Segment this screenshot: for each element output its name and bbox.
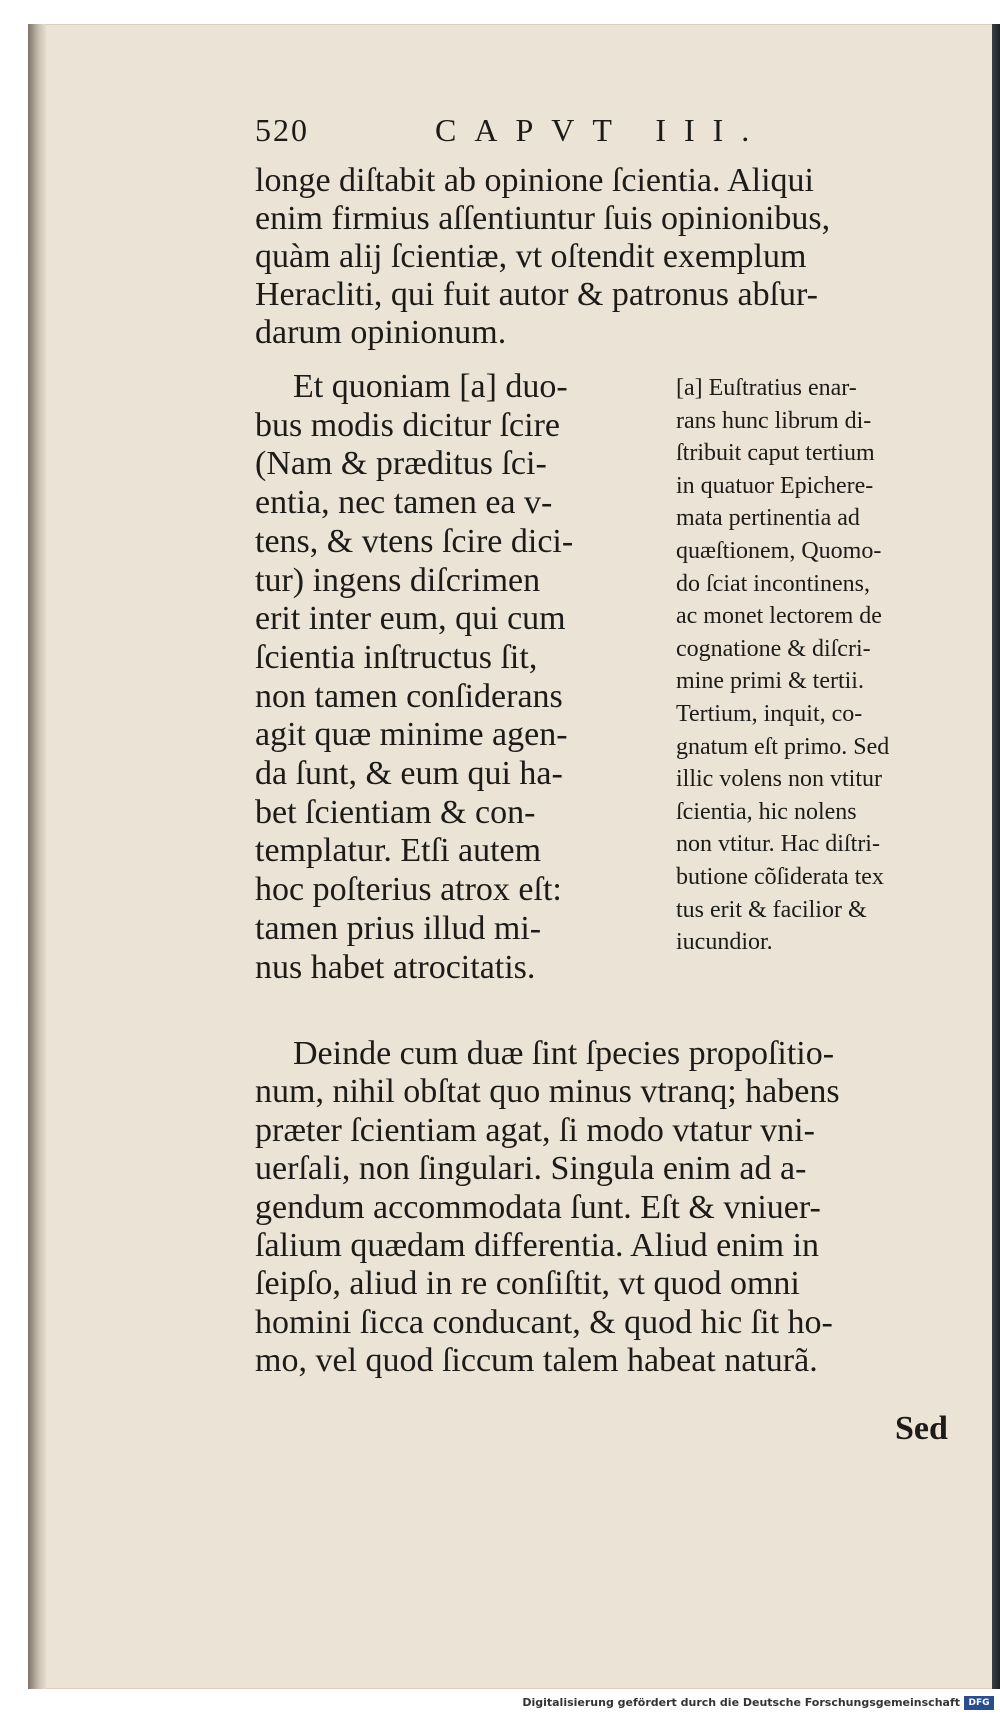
page-header (255, 112, 815, 152)
page-gutter-shadow (28, 24, 46, 1689)
funding-credit: Digitalisierung gefördert durch die Deutsche Forschungsgemeinschaft (522, 1696, 960, 1709)
note-line: ac monet lectorem de (676, 603, 882, 630)
note-line: mata pertinentia ad (676, 505, 860, 532)
page-number: 520 (255, 112, 309, 148)
text-line: ſalium quædam differentia. Aliud enim in (255, 1227, 820, 1265)
text-line: num, nihil obſtat quo minus vtranq; habens (255, 1073, 840, 1111)
marginal-note (676, 372, 966, 959)
text-line: Heracliti, qui fuit autor & patronus abſur- (255, 276, 818, 313)
text-line: bus modis dicitur ſcire (255, 406, 561, 444)
main-column (255, 368, 640, 987)
text-line: hoc poſterius atrox eſt: (255, 871, 562, 909)
digitization-footer (0, 1693, 1000, 1715)
note-line: tus erit & facilior & (676, 896, 867, 923)
note-line: rans hunc librum di- (676, 407, 872, 434)
text-line: non tamen conſiderans (255, 677, 563, 715)
text-line: mo, vel quod ſiccum talem habeat naturã. (255, 1342, 818, 1380)
text-line: (Nam & præditus ſci- (255, 445, 547, 483)
text-line: ſeipſo, aliud in re conſiſtit, vt quod omni (255, 1265, 800, 1303)
text-line: longe diſtabit ab opinione ſcientia. Aliqui (255, 162, 815, 199)
text-line: tur) ingens diſcrimen (255, 561, 541, 599)
text-line: agit quæ minime agen- (255, 716, 568, 754)
text-line: gendum accommodata ſunt. Eſt & vniuer- (255, 1188, 821, 1226)
note-line: ſcientia, hic nolens (676, 798, 857, 825)
page-right-edge (992, 24, 1000, 1689)
note-line: [a] Euſtratius enar- (676, 375, 857, 401)
note-line: iucundior. (676, 929, 773, 956)
text-line: tamen prius illud mi- (255, 909, 542, 947)
top-paragraph (255, 162, 970, 352)
note-line: butione cõſiderata tex (676, 863, 884, 890)
note-line: ſtribuit caput tertium (676, 440, 875, 467)
note-line: illic volens non vtitur (676, 766, 882, 793)
text-line: erit inter eum, qui cum (255, 600, 566, 638)
text-line: darum opinionum. (255, 314, 507, 351)
note-line: cognatione & diſcri- (676, 635, 871, 662)
text-line: præter ſcientiam agat, ſi modo vtatur vni- (255, 1111, 815, 1149)
text-line: da ſunt, & eum qui ha- (255, 755, 563, 793)
text-line: ſcientia inſtructus ſit, (255, 638, 538, 676)
catchword: Sed (895, 1410, 948, 1447)
text-line: bet ſcientiam & con- (255, 793, 536, 831)
note-line: quæſtionem, Quomo- (676, 537, 882, 564)
running-head: CAPVT III. (435, 112, 768, 148)
text-line: Et quoniam [a] duo- (293, 368, 568, 405)
text-line: entia, nec tamen ea v- (255, 484, 553, 522)
note-line: gnatum eſt primo. Sed (676, 733, 890, 760)
note-line: non vtitur. Hac diſtri- (676, 831, 880, 858)
text-line: uerſali, non ſingulari. Singula enim ad a- (255, 1150, 807, 1188)
bottom-paragraph (255, 1035, 970, 1381)
text-line: enim firmius aſſentiuntur ſuis opinionibus, (255, 200, 831, 237)
dfg-logo-icon: DFG (964, 1696, 994, 1710)
text-line: nus habet atrocitatis. (255, 948, 536, 986)
text-line: homini ſicca conducant, & quod hic ſit ho- (255, 1303, 833, 1341)
note-line: Tertium, inquit, co- (676, 700, 863, 727)
text-line: templatur. Etſi autem (255, 832, 542, 870)
text-line: quàm alij ſcientiæ, vt oſtendit exemplum (255, 238, 807, 275)
note-line: mine primi & tertii. (676, 668, 864, 695)
text-line: Deinde cum duæ ſint ſpecies propoſitio- (293, 1035, 835, 1072)
note-line: do ſciat incontinens, (676, 570, 870, 597)
text-line: tens, & vtens ſcire dici- (255, 522, 574, 560)
note-line: in quatuor Epichere- (676, 472, 874, 499)
